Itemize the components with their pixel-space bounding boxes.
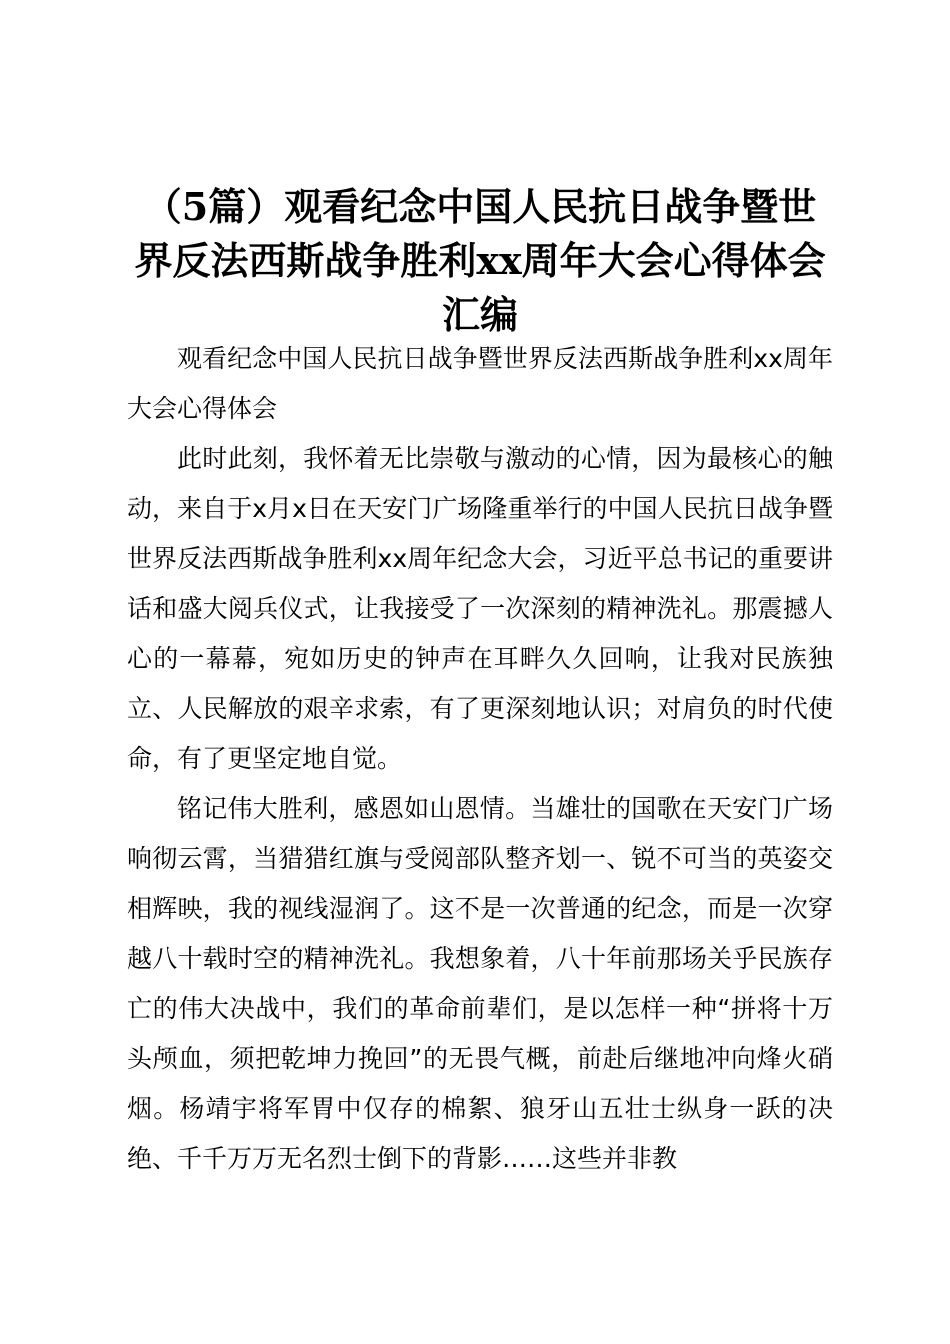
document-title: （5篇）观看纪念中国人民抗日战争暨世界反法西斯战争胜利xx周年大会心得体会汇编: [134, 184, 826, 337]
paragraph-intro: 此时此刻，我怀着无比崇敬与激动的心情，因为最核心的触动，来自于x月x日在天安门广场隆重举行的中国人民抗日战争暨世界反法西斯战争胜利xx周年纪念大会，习近平总书记的重要讲话和盛大阅兵仪式，让我接受了一次深刻的精神洗礼。那震撼人心的一幕幕，宛如历史的钟声在耳畔久久回响，让我对民族独立、人民解放的艰辛求索，有了更深刻地认识；对肩负的时代使命，有了更坚定地自觉。: [127, 444, 833, 773]
paragraph-subtitle: 观看纪念中国人民抗日战争暨世界反法西斯战争胜利xx周年大会心得体会: [127, 344, 833, 423]
document-body: [127, 334, 833, 1184]
paragraph-remember-victory: 铭记伟大胜利，感恩如山恩情。当雄壮的国歌在天安门广场响彻云霄，当猎猎红旗与受阅部队整齐划一、锐不可当的英姿交相辉映，我的视线湿润了。这不是一次普通的纪念，而是一次穿越八十载时空的精神洗礼。我想象着，八十年前那场关乎民族存亡的伟大决战中，我们的革命前辈们，是以怎样一种“拼将十万头颅血，须把乾坤力挽回”的无畏气概，前赴后继地冲向烽火硝烟。杨靖宇将军胃中仅存的棉絮、狼牙山五壮士纵身一跃的决绝、千千万万无名烈士倒下的背影……这些并非教: [127, 794, 833, 1173]
